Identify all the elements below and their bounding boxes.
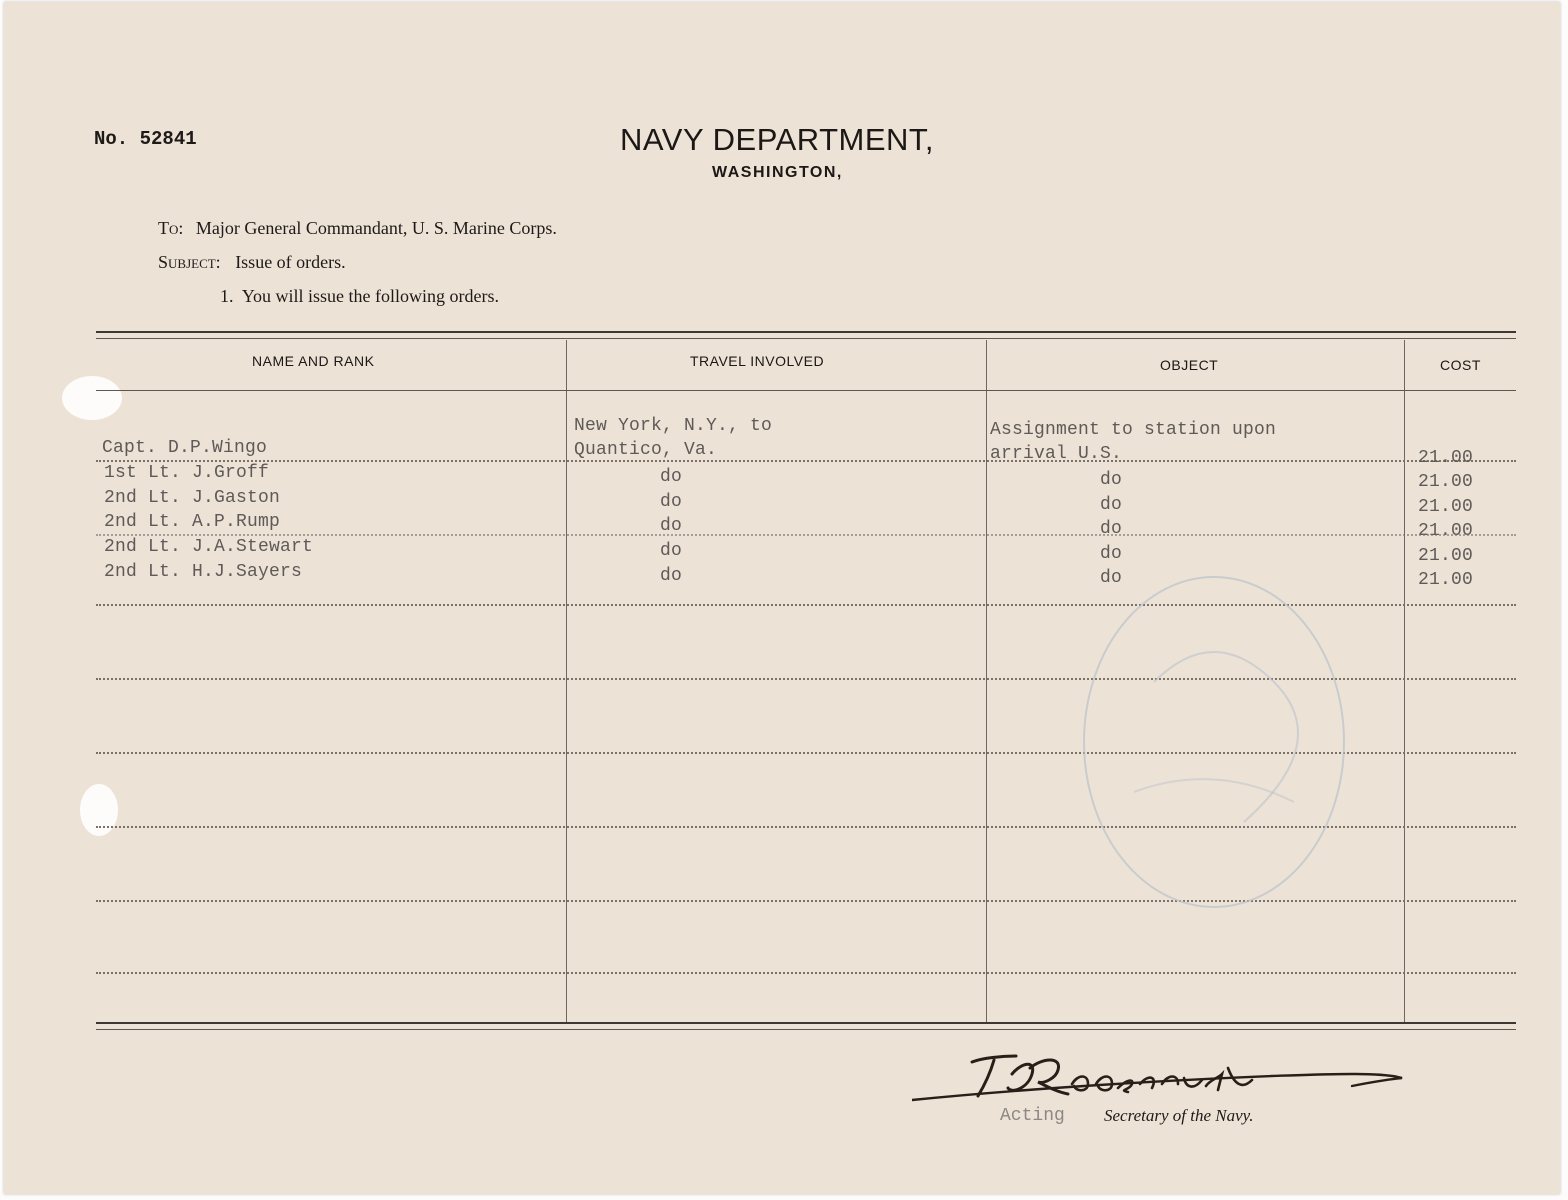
travel-row-5: do [660,566,683,586]
column-divider-2 [986,340,987,1024]
name-row-3: 2nd Lt. A.P.Rump [104,512,281,532]
acting-stamp: Acting [1000,1106,1065,1126]
object-first-line1: Assignment to station upon [990,420,1277,440]
name-row-1: 1st Lt. J.Groff [104,463,270,483]
paragraph-one: 1. You will issue the following orders. [220,286,499,306]
department-city: WASHINGTON, [712,164,843,181]
object-row-3: do [1100,519,1123,539]
subject-label-text: Subject: [158,252,221,272]
faded-stamp [1064,562,1364,922]
table-bottom-rule-2 [96,1029,1516,1030]
name-row-0: Capt. D.P.Wingo [102,438,268,458]
row-rule-0 [96,460,1516,462]
travel-row-4: do [660,541,683,561]
to-value-text: Major General Commandant, U. S. Marine Corps. [195,218,557,238]
name-row-2: 2nd Lt. J.Gaston [104,488,281,508]
name-row-4: 2nd Lt. J.A.Stewart [104,537,314,557]
signature-title: Secretary of the Navy. [1104,1106,1254,1125]
column-header-travel: TRAVEL INVOLVED [690,353,825,369]
object-row-4: do [1100,544,1123,564]
table-top-rule-1 [96,331,1516,333]
cost-row-1: 21.00 [1418,472,1474,492]
object-row-2: do [1100,495,1123,515]
to-line [158,218,557,239]
travel-row-2: do [660,492,683,512]
cost-row-3: 21.00 [1418,521,1474,541]
row-rule-6 [96,972,1516,974]
subject-value-text: Issue of orders. [235,252,346,272]
name-row-5: 2nd Lt. H.J.Sayers [104,562,303,582]
header-underline [96,390,1516,391]
document-page [4,2,1560,1194]
to-label-text: To: [158,218,184,238]
travel-row-3: do [660,516,683,536]
travel-first-line2: Quantico, Va. [574,440,718,460]
travel-first-line1: New York, N.Y., to [574,416,773,436]
cost-row-5: 21.00 [1418,570,1474,590]
row-rule-mid [96,534,1516,536]
column-header-cost: COST [1440,357,1481,373]
punch-hole-bottom [80,784,118,836]
cost-row-2: 21.00 [1418,497,1474,517]
column-divider-3 [1404,340,1405,1024]
document-number: No. 52841 [94,128,197,150]
punch-hole-top [62,376,122,420]
column-divider-1 [566,340,567,1024]
subject-line [158,252,346,273]
cost-row-4: 21.00 [1418,546,1474,566]
object-row-5: do [1100,568,1123,588]
column-header-object: OBJECT [1160,357,1219,373]
department-title: NAVY DEPARTMENT, [620,122,935,157]
table-top-rule-2 [96,338,1516,339]
travel-row-1: do [660,467,683,487]
object-row-1: do [1100,470,1123,490]
handwritten-signature [912,1044,1412,1114]
object-first-line2: arrival U.S. [990,444,1123,464]
table-bottom-rule-1 [96,1022,1516,1024]
cost-row-0: 21.00 [1418,448,1474,468]
column-header-name: NAME AND RANK [252,353,375,369]
